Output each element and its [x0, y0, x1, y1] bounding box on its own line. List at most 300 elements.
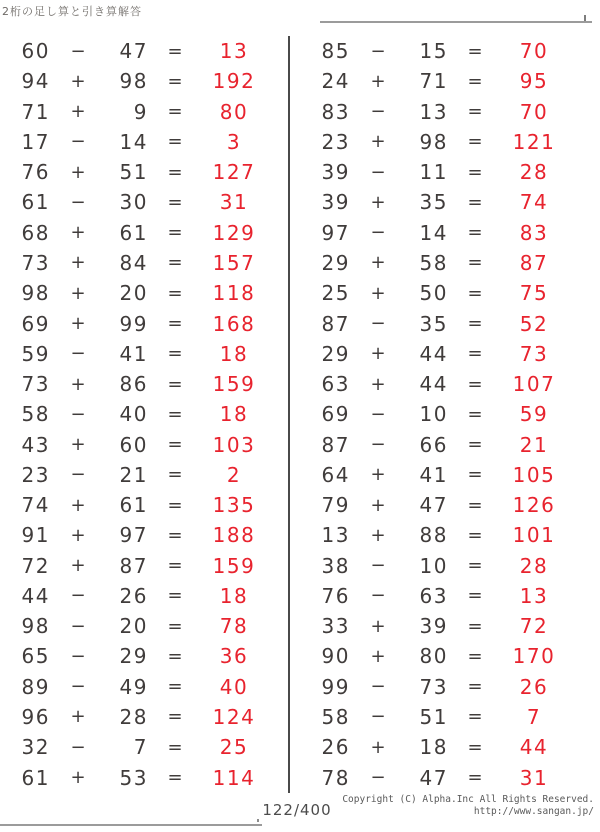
problem-row: [12, 308, 266, 338]
equals-sign: =: [167, 676, 183, 698]
answer: 52: [519, 311, 549, 336]
problem-row: [312, 66, 566, 96]
operand1: 60: [21, 39, 50, 64]
operator: +: [370, 70, 386, 92]
answer: 107: [512, 372, 556, 397]
bottom-left-tick-mark: [257, 819, 259, 822]
problem-row: [312, 97, 566, 127]
equals-sign: =: [467, 676, 483, 698]
operand1: 90: [321, 644, 350, 669]
answer: 36: [219, 644, 249, 669]
answer: 126: [512, 493, 556, 518]
problem-row: [12, 218, 266, 248]
answer: 13: [519, 583, 549, 608]
problem-row: [12, 369, 266, 399]
operator: +: [370, 615, 386, 637]
operand1: 59: [21, 341, 50, 366]
problem-row: [312, 611, 566, 641]
operand1: 87: [321, 432, 350, 457]
operator: −: [370, 403, 386, 425]
operand1: 73: [21, 372, 50, 397]
equals-sign: =: [467, 70, 483, 92]
answer: 31: [519, 765, 549, 790]
operand2: 84: [119, 250, 148, 275]
answer: 59: [519, 402, 549, 427]
operand1: 87: [321, 311, 350, 336]
equals-sign: =: [167, 101, 183, 123]
answer: 73: [519, 341, 549, 366]
answer: 18: [219, 583, 249, 608]
operand1: 17: [21, 129, 50, 154]
operator: +: [370, 131, 386, 153]
equals-sign: =: [467, 524, 483, 546]
operator: −: [70, 645, 86, 667]
operand2: 14: [419, 220, 448, 245]
operand1: 26: [321, 735, 350, 760]
operand2: 86: [119, 372, 148, 397]
operand1: 58: [321, 704, 350, 729]
answer: 70: [519, 99, 549, 124]
operator: +: [70, 706, 86, 728]
operator: −: [370, 676, 386, 698]
top-right-tick-mark: [584, 15, 586, 21]
problems-column-right: [312, 36, 566, 793]
operator: +: [370, 645, 386, 667]
operator: +: [70, 373, 86, 395]
problem-row: [12, 581, 266, 611]
operand1: 23: [321, 129, 350, 154]
operand1: 76: [321, 583, 350, 608]
answer: 3: [226, 129, 242, 154]
operator: −: [70, 676, 86, 698]
problem-row: [312, 460, 566, 490]
equals-sign: =: [167, 555, 183, 577]
answer: 114: [212, 765, 256, 790]
operator: −: [70, 131, 86, 153]
operand1: 23: [21, 462, 50, 487]
operand2: 20: [119, 614, 148, 639]
equals-sign: =: [167, 403, 183, 425]
operand2: 73: [419, 674, 448, 699]
answer: 13: [219, 39, 249, 64]
operator: +: [70, 161, 86, 183]
problem-row: [12, 490, 266, 520]
operand2: 30: [119, 190, 148, 215]
answer: 28: [519, 553, 549, 578]
answer: 28: [519, 160, 549, 185]
problem-row: [312, 218, 566, 248]
center-column-divider: [288, 36, 290, 793]
operand1: 43: [21, 432, 50, 457]
operand1: 94: [21, 69, 50, 94]
operand1: 63: [321, 372, 350, 397]
operand2: 14: [119, 129, 148, 154]
operator: −: [70, 343, 86, 365]
operand2: 40: [119, 402, 148, 427]
operator: −: [370, 161, 386, 183]
operand1: 76: [21, 160, 50, 185]
operand2: 88: [419, 523, 448, 548]
equals-sign: =: [467, 645, 483, 667]
problem-row: [312, 308, 566, 338]
problem-row: [12, 551, 266, 581]
problem-row: [312, 127, 566, 157]
answer: 83: [519, 220, 549, 245]
operand2: 87: [119, 553, 148, 578]
operand1: 61: [21, 190, 50, 215]
operator: −: [70, 40, 86, 62]
answer: 188: [212, 523, 256, 548]
operand1: 85: [321, 39, 350, 64]
answer: 87: [519, 250, 549, 275]
operator: +: [370, 191, 386, 213]
operand2: 49: [119, 674, 148, 699]
operand1: 69: [21, 311, 50, 336]
operand2: 50: [419, 281, 448, 306]
problem-row: [12, 278, 266, 308]
answer: 159: [212, 553, 256, 578]
equals-sign: =: [467, 434, 483, 456]
equals-sign: =: [167, 524, 183, 546]
answer: 75: [519, 281, 549, 306]
operand2: 9: [133, 99, 148, 124]
equals-sign: =: [167, 282, 183, 304]
equals-sign: =: [467, 373, 483, 395]
equals-sign: =: [167, 767, 183, 788]
equals-sign: =: [467, 252, 483, 274]
operand1: 58: [21, 402, 50, 427]
operand1: 68: [21, 220, 50, 245]
problem-row: [12, 339, 266, 369]
operand1: 39: [321, 190, 350, 215]
page-number: 122/400: [262, 801, 332, 819]
problem-row: [312, 490, 566, 520]
operand2: 7: [133, 735, 148, 760]
operator: +: [70, 252, 86, 274]
operator: +: [370, 494, 386, 516]
equals-sign: =: [467, 343, 483, 365]
operator: +: [70, 524, 86, 546]
equals-sign: =: [467, 161, 483, 183]
operand2: 44: [419, 372, 448, 397]
problem-row: [12, 762, 266, 792]
equals-sign: =: [167, 222, 183, 244]
operator: +: [70, 555, 86, 577]
problem-row: [12, 248, 266, 278]
answer: 129: [212, 220, 256, 245]
equals-sign: =: [167, 252, 183, 274]
operand1: 83: [321, 99, 350, 124]
problem-row: [312, 581, 566, 611]
page-title: 2桁の足し算と引き算解答: [2, 5, 142, 18]
problem-row: [312, 520, 566, 550]
operator: −: [370, 101, 386, 123]
answer: 26: [519, 674, 549, 699]
equals-sign: =: [167, 161, 183, 183]
answer: 121: [512, 129, 556, 154]
operand1: 39: [321, 160, 350, 185]
operand2: 66: [419, 432, 448, 457]
operand2: 98: [119, 69, 148, 94]
problem-row: [12, 157, 266, 187]
operand1: 65: [21, 644, 50, 669]
answer: 2: [226, 462, 242, 487]
operator: −: [70, 615, 86, 637]
problem-row: [12, 429, 266, 459]
problem-row: [12, 36, 266, 66]
answer: 170: [512, 644, 556, 669]
equals-sign: =: [167, 191, 183, 213]
operand1: 33: [321, 614, 350, 639]
problem-row: [312, 641, 566, 671]
answer: 18: [219, 402, 249, 427]
operand1: 98: [21, 614, 50, 639]
problem-row: [12, 399, 266, 429]
problem-row: [12, 702, 266, 732]
operand2: 99: [119, 311, 148, 336]
answer: 72: [519, 614, 549, 639]
operator: +: [370, 282, 386, 304]
operand2: 35: [419, 190, 448, 215]
operand2: 41: [119, 341, 148, 366]
problem-row: [312, 36, 566, 66]
equals-sign: =: [467, 494, 483, 516]
operand2: 15: [419, 39, 448, 64]
operand2: 20: [119, 281, 148, 306]
operand2: 53: [119, 765, 148, 790]
answer: 135: [212, 493, 256, 518]
problem-row: [312, 732, 566, 762]
operand2: 51: [419, 704, 448, 729]
operand1: 98: [21, 281, 50, 306]
operator: +: [70, 494, 86, 516]
answer: 80: [219, 99, 249, 124]
operator: −: [370, 706, 386, 728]
operator: −: [70, 585, 86, 607]
operand2: 60: [119, 432, 148, 457]
problem-row: [12, 611, 266, 641]
operand2: 28: [119, 704, 148, 729]
problem-row: [312, 429, 566, 459]
equals-sign: =: [167, 706, 183, 728]
operator: −: [70, 403, 86, 425]
operand1: 29: [321, 341, 350, 366]
problem-row: [12, 460, 266, 490]
operand1: 89: [21, 674, 50, 699]
answer: 40: [219, 674, 249, 699]
operand1: 38: [321, 553, 350, 578]
operand1: 25: [321, 281, 350, 306]
answer: 21: [519, 432, 549, 457]
operator: +: [370, 252, 386, 274]
operand2: 26: [119, 583, 148, 608]
equals-sign: =: [167, 464, 183, 486]
operand2: 10: [419, 553, 448, 578]
operator: −: [370, 767, 386, 788]
answer: 74: [519, 190, 549, 215]
operand1: 44: [21, 583, 50, 608]
operand1: 64: [321, 462, 350, 487]
operator: +: [70, 282, 86, 304]
answer: 31: [219, 190, 249, 215]
operand1: 97: [321, 220, 350, 245]
operand2: 47: [419, 493, 448, 518]
problem-row: [312, 157, 566, 187]
operator: −: [370, 313, 386, 335]
answer: 157: [212, 250, 256, 275]
equals-sign: =: [467, 40, 483, 62]
equals-sign: =: [467, 464, 483, 486]
equals-sign: =: [467, 131, 483, 153]
answer: 25: [219, 735, 249, 760]
problem-row: [12, 66, 266, 96]
bottom-left-rule: [0, 824, 262, 826]
operand1: 73: [21, 250, 50, 275]
operand1: 79: [321, 493, 350, 518]
problem-row: [12, 641, 266, 671]
answer: 118: [212, 281, 256, 306]
problems-column-left: [12, 36, 266, 793]
copyright-notice: [342, 794, 594, 818]
operator: −: [370, 222, 386, 244]
operator: +: [70, 101, 86, 123]
operator: +: [370, 524, 386, 546]
answer: 103: [212, 432, 256, 457]
operator: +: [70, 70, 86, 92]
operand2: 11: [419, 160, 448, 185]
equals-sign: =: [167, 40, 183, 62]
top-right-rule: [320, 21, 592, 23]
equals-sign: =: [467, 767, 483, 788]
operand1: 13: [321, 523, 350, 548]
equals-sign: =: [467, 555, 483, 577]
operator: +: [70, 767, 86, 788]
answer: 44: [519, 735, 549, 760]
operand1: 78: [321, 765, 350, 790]
operand2: 97: [119, 523, 148, 548]
operand2: 39: [419, 614, 448, 639]
equals-sign: =: [167, 131, 183, 153]
operand2: 61: [119, 220, 148, 245]
operand2: 41: [419, 462, 448, 487]
operand2: 61: [119, 493, 148, 518]
problem-row: [12, 732, 266, 762]
answer: 124: [212, 704, 256, 729]
operand2: 21: [119, 462, 148, 487]
operand1: 99: [321, 674, 350, 699]
operand2: 44: [419, 341, 448, 366]
equals-sign: =: [167, 373, 183, 395]
operator: −: [370, 555, 386, 577]
operator: −: [70, 464, 86, 486]
problem-row: [312, 369, 566, 399]
problem-row: [312, 551, 566, 581]
operand2: 51: [119, 160, 148, 185]
answer: 7: [526, 704, 542, 729]
equals-sign: =: [167, 736, 183, 758]
operator: +: [70, 313, 86, 335]
equals-sign: =: [467, 706, 483, 728]
answer: 70: [519, 39, 549, 64]
operator: −: [370, 434, 386, 456]
copyright-line2: http://www.sangan.jp/: [473, 806, 594, 817]
operand1: 91: [21, 523, 50, 548]
problem-row: [12, 187, 266, 217]
operator: +: [370, 373, 386, 395]
answer: 95: [519, 69, 549, 94]
operand2: 98: [419, 129, 448, 154]
answer: 18: [219, 341, 249, 366]
answer: 192: [212, 69, 256, 94]
equals-sign: =: [167, 494, 183, 516]
operand2: 18: [419, 735, 448, 760]
answer: 127: [212, 160, 256, 185]
answer: 78: [219, 614, 249, 639]
answer: 101: [512, 523, 556, 548]
operand1: 71: [21, 99, 50, 124]
problem-row: [12, 97, 266, 127]
operand2: 10: [419, 402, 448, 427]
operand2: 35: [419, 311, 448, 336]
equals-sign: =: [167, 615, 183, 637]
operand2: 58: [419, 250, 448, 275]
equals-sign: =: [167, 343, 183, 365]
equals-sign: =: [167, 434, 183, 456]
operand1: 24: [321, 69, 350, 94]
operator: +: [370, 343, 386, 365]
operand1: 69: [321, 402, 350, 427]
operator: +: [370, 464, 386, 486]
problem-row: [312, 248, 566, 278]
problem-row: [12, 520, 266, 550]
operand1: 96: [21, 704, 50, 729]
operator: +: [70, 222, 86, 244]
equals-sign: =: [467, 585, 483, 607]
problem-row: [312, 278, 566, 308]
equals-sign: =: [467, 101, 483, 123]
operator: +: [70, 434, 86, 456]
problem-row: [312, 762, 566, 792]
problem-row: [312, 399, 566, 429]
operator: −: [70, 736, 86, 758]
equals-sign: =: [467, 403, 483, 425]
operand1: 61: [21, 765, 50, 790]
operand2: 63: [419, 583, 448, 608]
operand2: 47: [419, 765, 448, 790]
problem-row: [12, 672, 266, 702]
equals-sign: =: [467, 222, 483, 244]
equals-sign: =: [167, 70, 183, 92]
equals-sign: =: [167, 645, 183, 667]
problem-row: [312, 339, 566, 369]
equals-sign: =: [167, 313, 183, 335]
equals-sign: =: [467, 313, 483, 335]
operand1: 32: [21, 735, 50, 760]
equals-sign: =: [467, 736, 483, 758]
operand2: 29: [119, 644, 148, 669]
problem-row: [312, 187, 566, 217]
equals-sign: =: [467, 282, 483, 304]
operand2: 71: [419, 69, 448, 94]
operator: −: [370, 585, 386, 607]
answer: 168: [212, 311, 256, 336]
operator: +: [370, 736, 386, 758]
equals-sign: =: [467, 615, 483, 637]
equals-sign: =: [467, 191, 483, 213]
operand1: 29: [321, 250, 350, 275]
operand2: 13: [419, 99, 448, 124]
problem-row: [12, 127, 266, 157]
